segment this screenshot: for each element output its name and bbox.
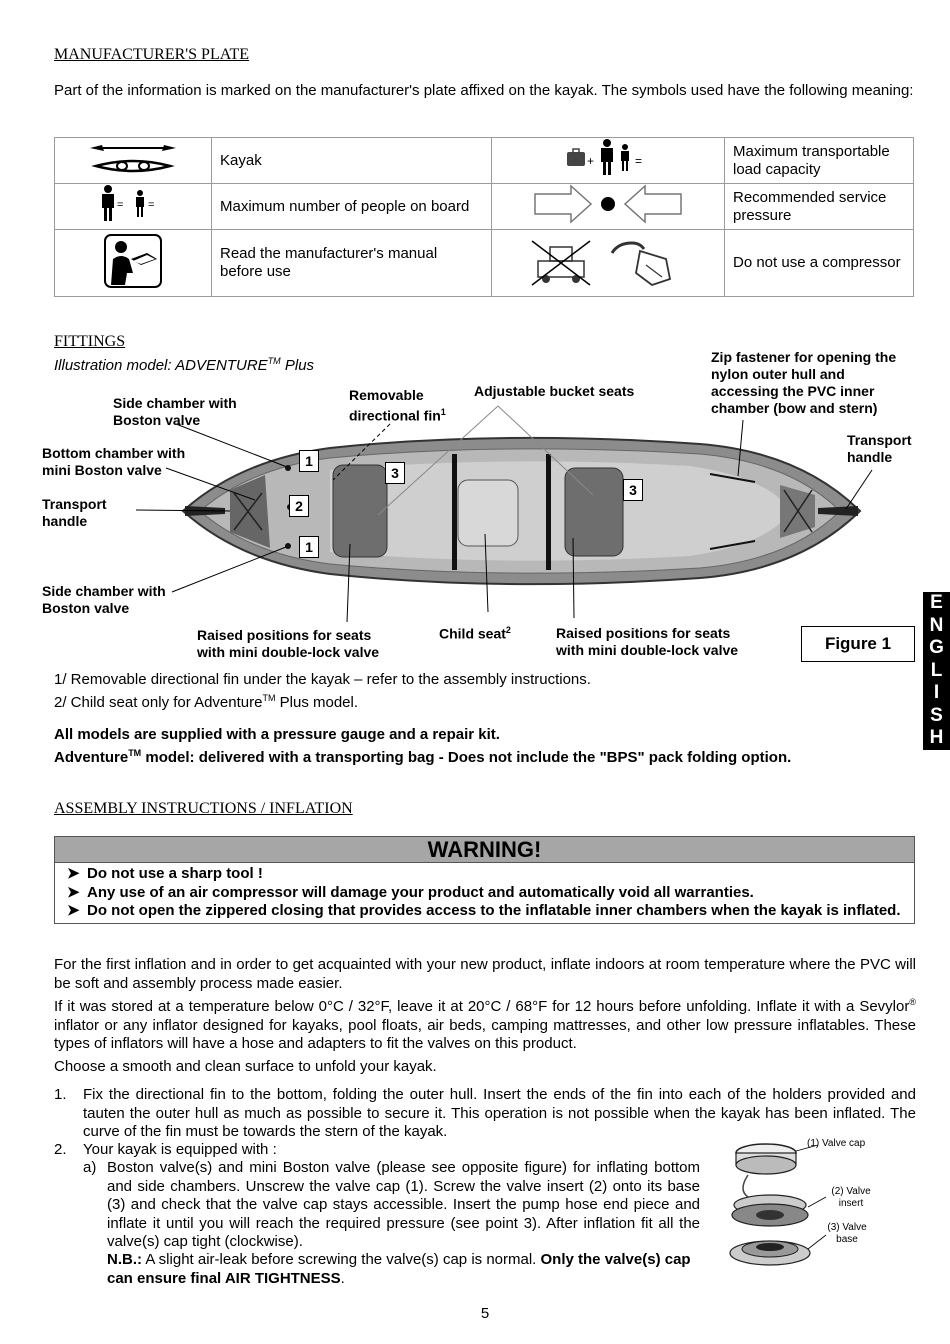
- svg-text:=: =: [117, 199, 124, 211]
- pressure-arrows-icon: [492, 184, 725, 230]
- svg-text:=: =: [148, 199, 155, 211]
- marker-2: 2: [289, 495, 309, 517]
- tab-letter: N: [929, 614, 944, 636]
- warning-text: Any use of an air compressor will damage your product and automatically void all warranties.: [87, 883, 754, 901]
- valve-label-base: (3) Valve base: [827, 1222, 867, 1245]
- note2-suffix: Plus model.: [275, 694, 359, 711]
- note2-prefix: 2/ Child seat only for Adventure: [54, 694, 263, 711]
- symbol-label-kayak: Kayak: [212, 138, 492, 184]
- label-zip-fastener: Zip fastener for opening the nylon outer hull and accessing the PVC inner chamber (bow and stern): [711, 349, 897, 416]
- step-2-text: Your kayak is equipped with :: [83, 1141, 277, 1158]
- note2-tm: TM: [262, 693, 276, 703]
- label-transport-handle-right: Transport handle: [847, 432, 912, 465]
- warning-text: Do not open the zippered closing that provides access to the inflatable inner chambers when the kayak is inflated.: [87, 902, 901, 919]
- p2-a: If it was stored at a temperature below 0°C / 32°F, leave it at 20°C / 68°F for 12 hours before unfolding. Inflate it with a Sevylor: [54, 998, 910, 1015]
- nb-note: [107, 1251, 707, 1288]
- nb-end: .: [340, 1269, 345, 1287]
- fittings-heading: FITTINGS: [54, 333, 126, 350]
- bold2-suffix: model: delivered with a transporting bag - Does not include the "BPS" pack folding option.: [141, 749, 792, 766]
- marker-1-top: 1: [299, 450, 319, 472]
- svg-text:+: +: [587, 154, 595, 168]
- p2-b: inflator or any inflator designed for kayaks, pool floats, air beds, camping mattresses, and other low pressure inflatables. These types of inflators will have a hose and adapters to fit the valves on this product.: [54, 1016, 916, 1052]
- removable-fin-sup: 1: [440, 407, 446, 417]
- model-tm: TM: [267, 356, 281, 366]
- no-compressor-icon: [492, 230, 725, 297]
- warning-box: [54, 836, 915, 924]
- assembly-paragraph-1: For the first inflation and in order to get acquainted with your new product, inflate indoors at room temperature where the PVC will be soft and assembly process made easier.: [54, 956, 916, 992]
- tab-letter: I: [933, 682, 940, 703]
- fittings-note-1: 1/ Removable directional fin under the kayak – refer to the assembly instructions.: [54, 671, 591, 688]
- label-raised-seats-left: Raised positions for seats with mini double-lock valve: [197, 627, 380, 660]
- manual-reader-icon: [55, 230, 212, 297]
- label-side-chamber-top: Side chamber with Boston valve: [113, 395, 237, 428]
- nb-label: N.B.:: [107, 1251, 142, 1268]
- step-2a-text: Boston valve(s) and mini Boston valve (please see opposite figure) for inflating bottom and side chambers. Unscrew the valve cap (1). Screw the valve insert (2) onto its base (3) and check that the valve cap stays accessible. Insert the pump hose end piece and inflate it until you will reach the required pressure (see point 3). After inflation fit all the valve(s) cap tight (clockwise).: [107, 1159, 700, 1250]
- symbols-table: [54, 137, 914, 297]
- assembly-heading: ASSEMBLY INSTRUCTIONS / INFLATION: [54, 800, 353, 817]
- bold2-prefix: Adventure: [54, 749, 129, 766]
- tab-letter: L: [930, 659, 943, 681]
- plate-heading: MANUFACTURER'S PLATE: [54, 46, 250, 63]
- step-1-number: 1.: [54, 1086, 67, 1103]
- model-prefix: Illustration model: ADVENTURE: [54, 357, 268, 374]
- warning-text: Do not use a sharp tool !: [87, 865, 263, 882]
- fittings-bold-2: [54, 744, 791, 768]
- tab-letter: H: [929, 727, 944, 748]
- bold2-tm: TM: [128, 748, 142, 758]
- nb-text: A slight air-leak before screwing the valve(s) cap is normal.: [142, 1251, 541, 1268]
- label-bottom-chamber: Bottom chamber with mini Boston valve: [42, 445, 186, 478]
- symbol-label-load: Maximum transportable load capacity: [725, 138, 914, 184]
- label-side-chamber-bottom: Side chamber with Boston valve: [42, 583, 166, 616]
- removable-fin-text: Removable directional fin: [349, 387, 441, 424]
- marker-3-right: 3: [623, 479, 643, 501]
- assembly-paragraph-3: Choose a smooth and clean surface to unfold your kayak.: [54, 1058, 437, 1075]
- figure-label: Figure 1: [801, 626, 915, 662]
- arrow-bullet-icon: ➤: [67, 902, 80, 919]
- arrow-bullet-icon: ➤: [67, 865, 80, 882]
- symbol-label-pressure: Recommended service pressure: [725, 184, 914, 230]
- label-removable-fin: [349, 387, 469, 425]
- page-number: 5: [480, 1305, 490, 1322]
- marker-3-left: 3: [385, 462, 405, 484]
- symbol-label-people: Maximum number of people on board: [212, 184, 492, 230]
- label-transport-handle-left: Transport handle: [42, 496, 107, 529]
- warning-item: [67, 902, 906, 921]
- nb-bold: Only the valve(s) cap can ensure final AIR TIGHTNESS: [107, 1251, 691, 1287]
- p2-reg: ®: [909, 997, 916, 1007]
- step-2-number: 2.: [54, 1141, 67, 1158]
- language-tab: [923, 592, 950, 750]
- tab-letter: E: [930, 592, 943, 613]
- svg-text:=: =: [635, 154, 643, 168]
- model-suffix: Plus: [280, 357, 315, 374]
- child-seat-text: Child seat: [439, 625, 506, 642]
- step-2a-number: a): [83, 1159, 97, 1176]
- warning-title: WARNING!: [55, 837, 914, 863]
- assembly-paragraph-2: [54, 993, 916, 1054]
- label-child-seat: [439, 622, 539, 643]
- label-bucket-seats: Adjustable bucket seats: [474, 383, 635, 399]
- marker-1-bottom: 1: [299, 536, 319, 558]
- valve-label-cap: (1) Valve cap: [807, 1138, 866, 1149]
- warning-item: [67, 884, 906, 903]
- luggage-people-icon: [492, 138, 725, 184]
- step-1-text: Fix the directional fin to the bottom, folding the outer hull. Insert the ends of the fin into each of the holders provided and tauten the outer hull as much as possible to secure it. This operation is not possible when the kayak has been inflated. The curve of the fin must be towards the stern of the kayak.: [83, 1086, 916, 1140]
- fittings-bold-1: All models are supplied with a pressure gauge and a repair kit.: [54, 726, 500, 743]
- label-raised-seats-right: Raised positions for seats with mini double-lock valve: [556, 625, 739, 658]
- valve-label-insert: (2) Valve insert: [831, 1186, 871, 1209]
- people-icon: [55, 184, 212, 230]
- plate-intro: Part of the information is marked on the manufacturer's plate affixed on the kayak. The symbols used have the following meaning:: [54, 82, 914, 99]
- symbol-label-compressor: Do not use a compressor: [725, 230, 914, 297]
- symbol-label-manual: Read the manufacturer's manual before use: [212, 230, 492, 297]
- tab-letter: G: [929, 637, 944, 658]
- child-seat-sup: 2: [505, 625, 511, 635]
- arrow-bullet-icon: ➤: [67, 883, 80, 901]
- valve-diagram: [718, 1135, 828, 1285]
- tab-letter: S: [930, 704, 943, 726]
- warning-item: [67, 865, 906, 884]
- fittings-note-2: [54, 689, 358, 713]
- kayak-paddle-icon: [55, 138, 212, 184]
